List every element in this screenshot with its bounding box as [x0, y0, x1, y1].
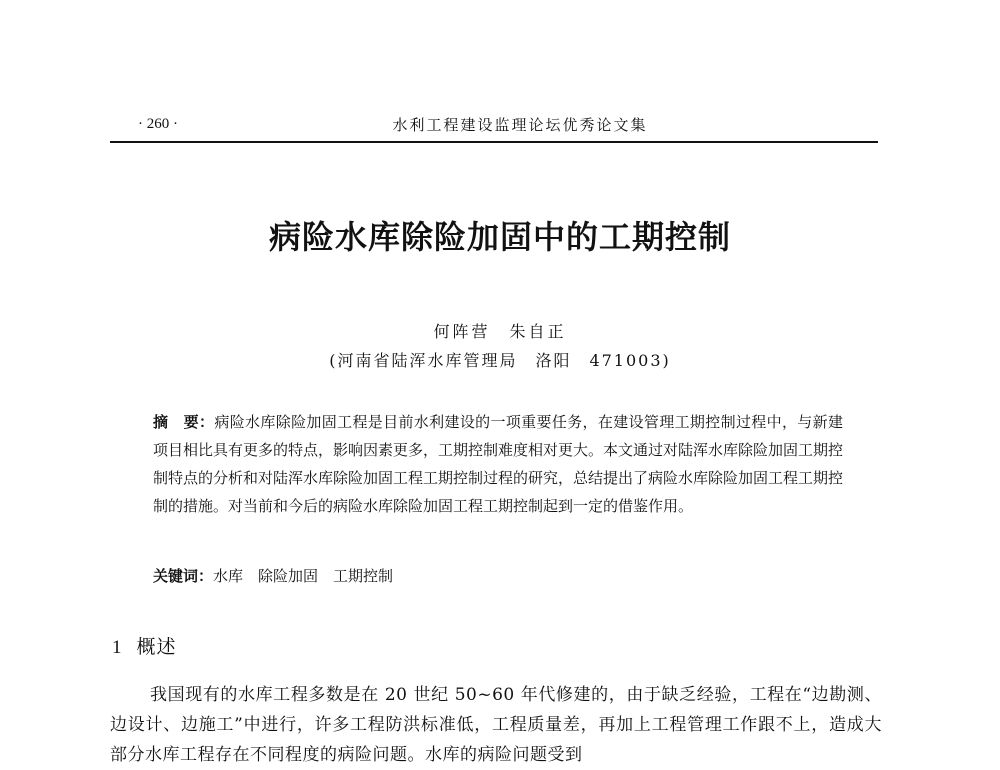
- article-affiliation: (河南省陆浑水库管理局 洛阳 471003): [329, 351, 671, 370]
- keywords-label: 关键词：: [153, 567, 214, 585]
- keywords: [153, 562, 843, 590]
- page-number: · 260 ·: [138, 116, 178, 132]
- abstract-label: 摘 要：: [153, 413, 215, 431]
- article-authors: 何阵营 朱自正: [433, 322, 567, 341]
- section-heading: [112, 632, 177, 659]
- running-title: 水利工程建设监理论坛优秀论文集: [392, 116, 648, 134]
- section-title: 概述: [136, 636, 177, 658]
- keywords-text: 水库 除险加固 工期控制: [213, 567, 394, 585]
- abstract: [153, 408, 843, 520]
- section-paragraph: 我国现有的水库工程多数是在 20 世纪 50~60 年代修建的，由于缺乏经验，工程在“边勘测、边设计、边施工”中进行，许多工程防洪标准低，工程质量差，再加上工程管理工作跟不上，造成大部分水库工程存在不同程度的病险问题。水库的病险问题受到: [110, 685, 882, 765]
- section-number: 1: [112, 637, 123, 658]
- abstract-text: 病险水库除险加固工程是目前水利建设的一项重要任务，在建设管理工期控制过程中，与新建项目相比具有更多的特点，影响因素更多，工期控制难度相对更大。本文通过对陆浑水库除险加固工期控制特点的分析和对陆浑水库除险加固工程工期控制过程的研究，总结提出了病险水库除险加固工程工期控制的措施。对当前和今后的病险水库除险加固工程工期控制起到一定的借鉴作用。: [153, 413, 844, 515]
- header-rule: [110, 141, 878, 143]
- article-title: 病险水库除险加固中的工期控制: [268, 218, 731, 256]
